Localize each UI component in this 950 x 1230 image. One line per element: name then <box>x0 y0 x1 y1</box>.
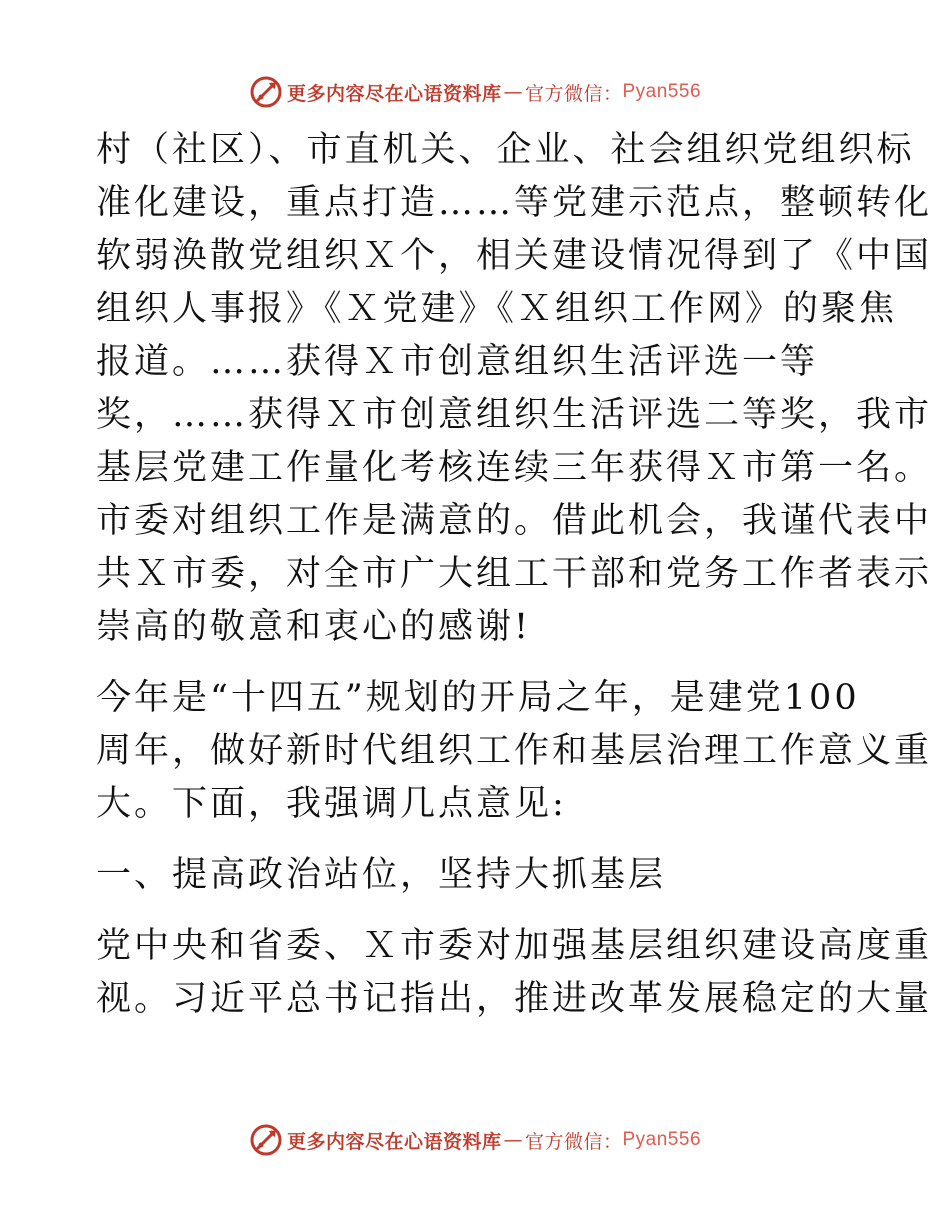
footer-watermark <box>0 1120 950 1160</box>
text-line: 软弱涣散党组织Ｘ个，相关建设情况得到了《中国 <box>96 236 933 276</box>
section-heading <box>96 849 856 902</box>
watermark-dash: — <box>503 1129 523 1151</box>
paragraph-3 <box>96 920 933 1026</box>
text-line: 报道。……获得Ｘ市创意组织生活评选一等 <box>96 342 819 382</box>
paragraph-2 <box>96 672 933 831</box>
text-line: 共Ｘ市委，对全市广大组工干部和党务工作者表示 <box>96 554 933 594</box>
text-line: 村（社区）、市直机关、企业、社会组织党组织标 <box>96 130 915 170</box>
text-line: 视。习近平总书记指出，推进改革发展稳定的大量 <box>96 979 933 1019</box>
paragraph-1 <box>96 124 933 654</box>
text-line: 崇高的敬意和衷心的感谢! <box>96 607 532 647</box>
text-line: 周年，做好新时代组织工作和基层治理工作意义重 <box>96 731 933 771</box>
document-body <box>96 124 933 1026</box>
text-line: 基层党建工作量化考核连续三年获得Ｘ市第一名。 <box>96 448 933 488</box>
text-line: 市委对组织工作是满意的。借此机会，我谨代表中 <box>96 501 933 541</box>
text-line: 党中央和省委、Ｘ市委对加强基层组织建设高度重 <box>96 926 933 966</box>
watermark-wechat-id: Pyan556 <box>622 81 702 102</box>
text-line: 奖，……获得Ｘ市创意组织生活评选二等奖，我市 <box>96 395 933 435</box>
watermark-wechat-label: 官方微信： <box>524 1130 623 1153</box>
text-line: 今年是“十四五”规划的开局之年，是建党100 <box>96 678 860 718</box>
text-line: 大。下面，我强调几点意见: <box>96 784 567 824</box>
watermark-wechat-label: 官方微信： <box>524 82 623 105</box>
text-line: 准化建设，重点打造……等党建示范点，整顿转化 <box>96 183 933 223</box>
quill-seal-icon <box>249 1123 283 1157</box>
watermark-site: 更多内容尽在心语资料库 <box>286 82 502 105</box>
heading-line: 一、提高政治站位，坚持大抓基层 <box>96 855 667 895</box>
watermark-dash: — <box>503 81 523 103</box>
watermark-wechat-id: Pyan556 <box>622 1129 702 1150</box>
header-watermark <box>0 72 950 112</box>
watermark-site: 更多内容尽在心语资料库 <box>286 1130 502 1153</box>
text-line: 组织人事报》《Ｘ党建》《Ｘ组织工作网》的聚焦 <box>96 289 898 329</box>
quill-seal-icon <box>249 75 283 109</box>
